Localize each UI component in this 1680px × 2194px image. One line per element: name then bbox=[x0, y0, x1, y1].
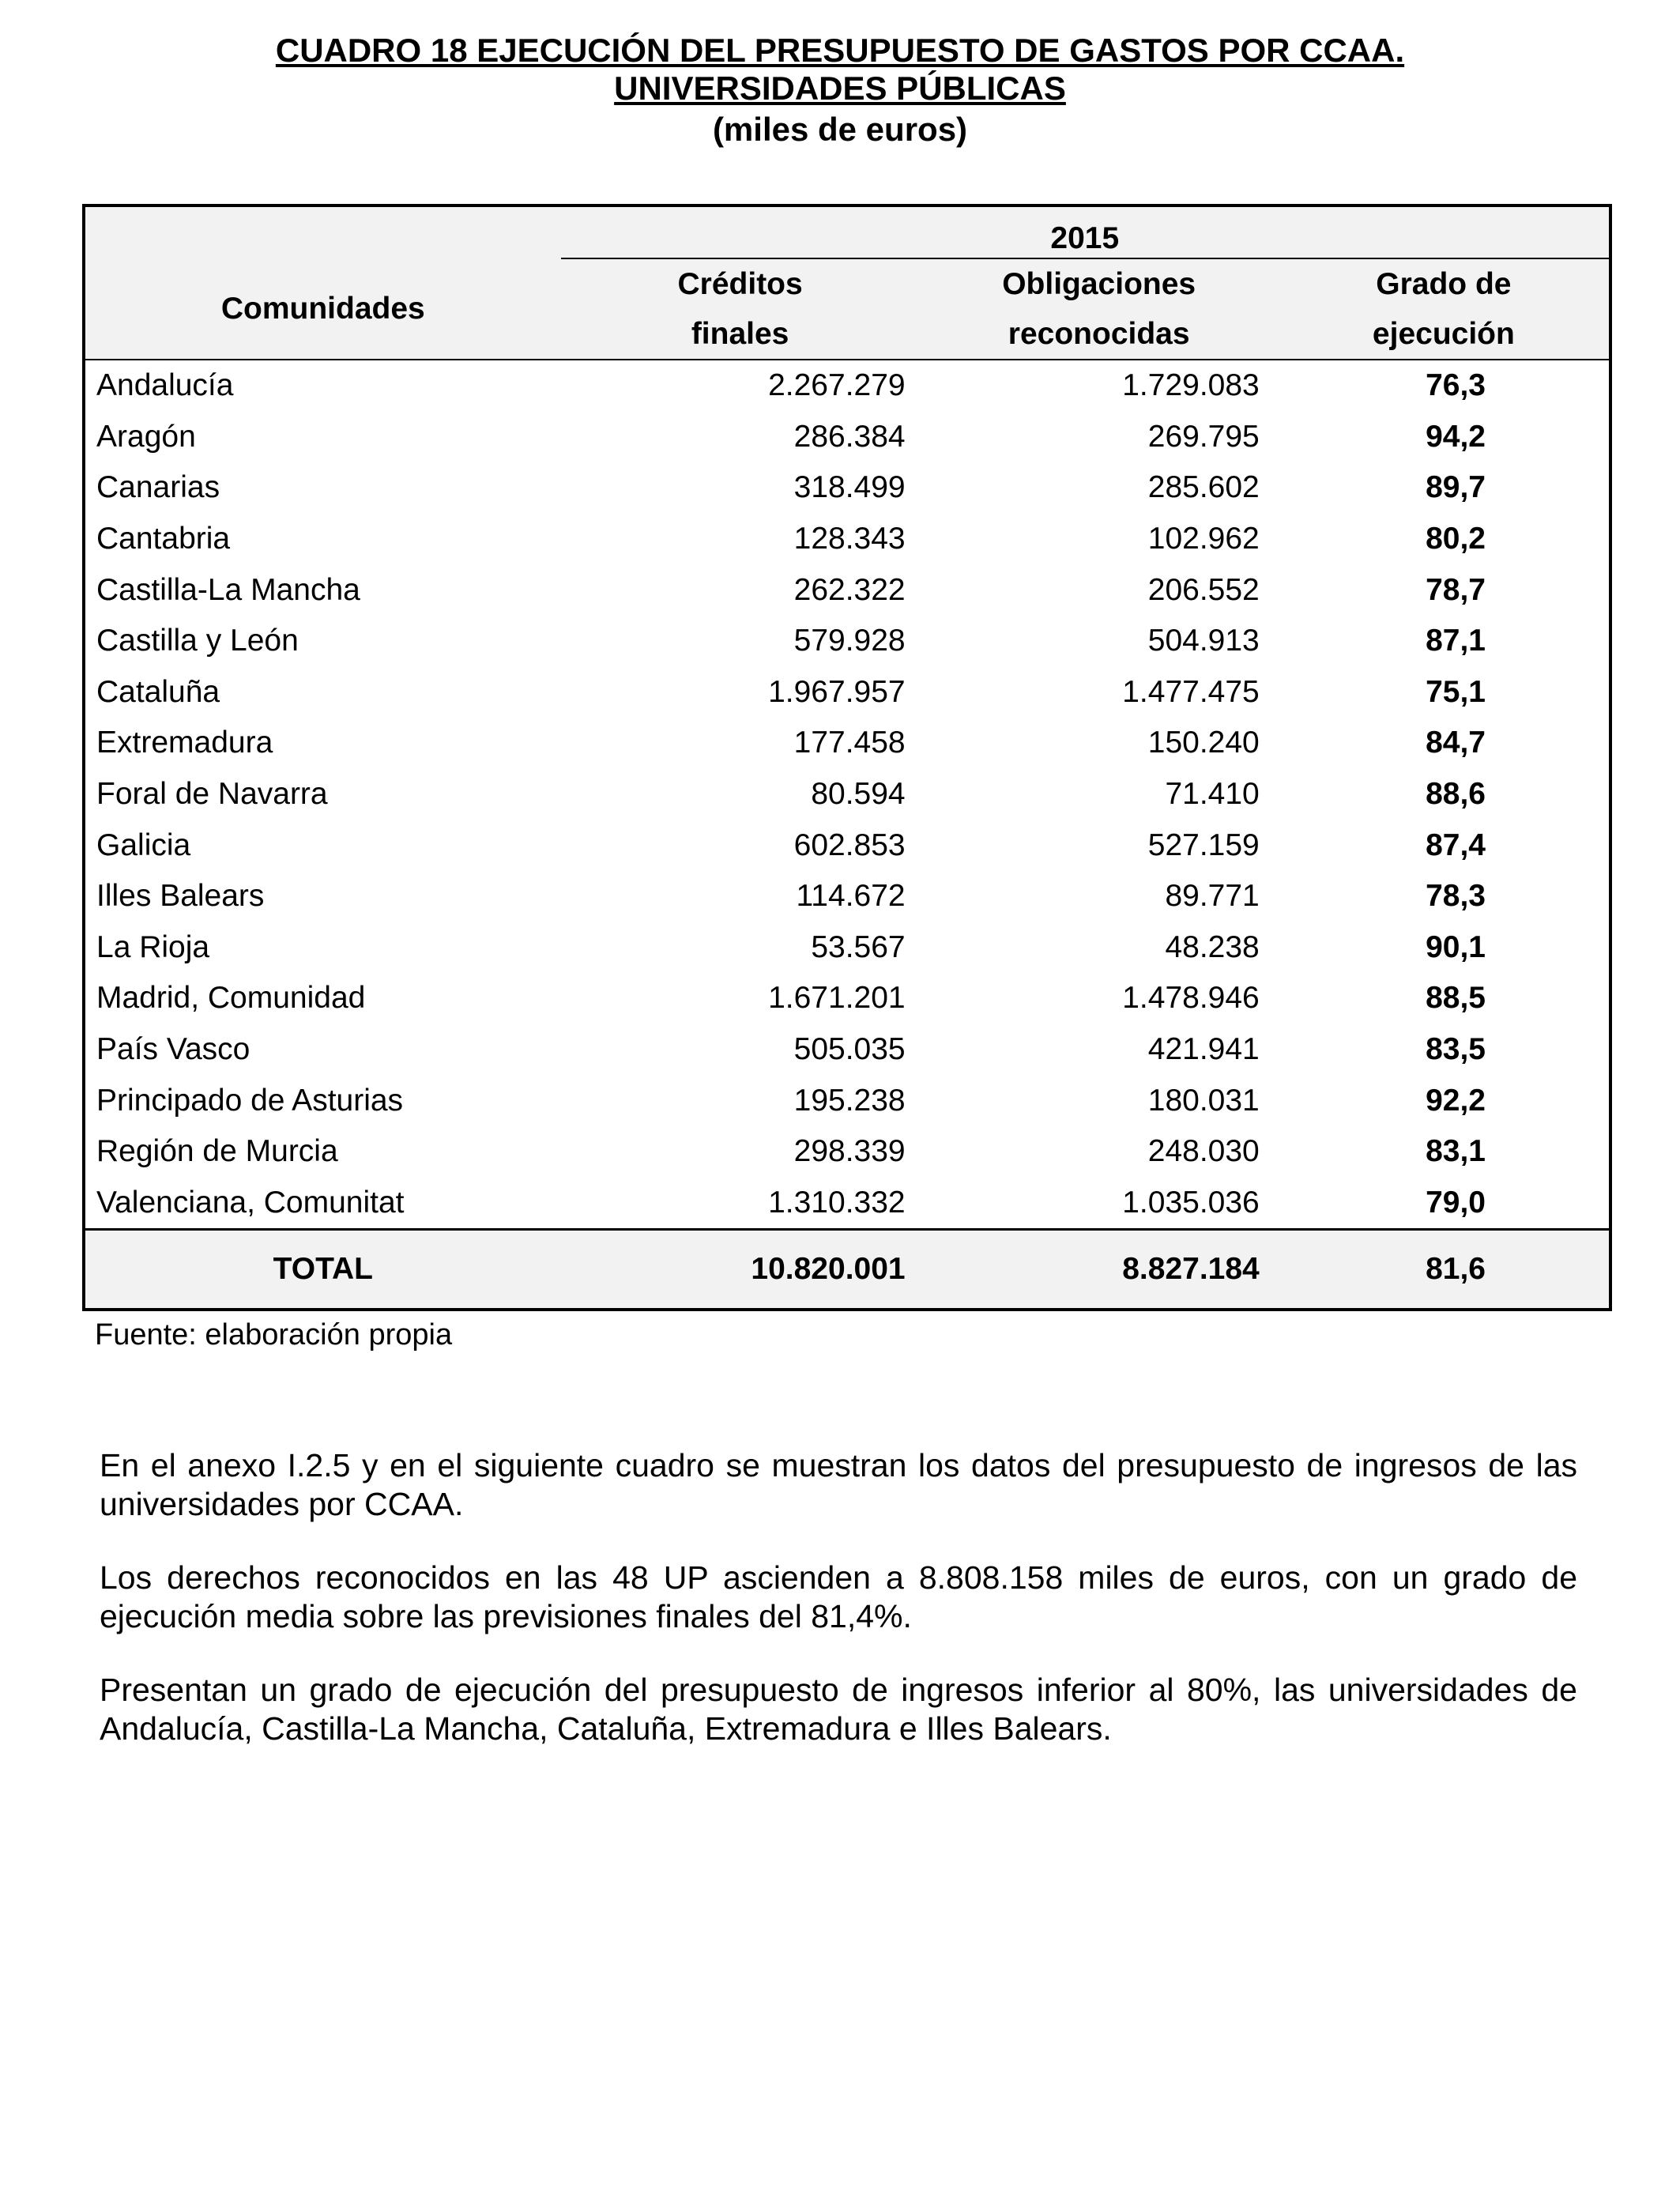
row-creditos: 262.322 bbox=[793, 572, 906, 607]
row-name: Principado de Asturias bbox=[96, 1083, 404, 1118]
header-comunidades: Comunidades bbox=[220, 291, 425, 326]
row-name: Extremadura bbox=[96, 726, 273, 760]
title-line-2: UNIVERSIDADES PÚBLICAS bbox=[614, 70, 1066, 107]
row-name: Madrid, Comunidad bbox=[96, 981, 366, 1016]
row-obligaciones: 1.035.036 bbox=[1122, 1185, 1260, 1220]
table-row bbox=[84, 769, 1610, 820]
row-obligaciones: 248.030 bbox=[1147, 1134, 1260, 1169]
row-creditos: 114.672 bbox=[796, 879, 906, 914]
row-grado: 78,7 bbox=[1426, 572, 1486, 607]
row-creditos: 298.339 bbox=[793, 1134, 906, 1169]
header-year: 2015 bbox=[561, 205, 1610, 258]
row-obligaciones: 89.771 bbox=[1165, 879, 1260, 914]
row-obligaciones: 102.962 bbox=[1147, 522, 1260, 556]
row-grado: 87,1 bbox=[1426, 624, 1486, 658]
total-obligaciones: 8.827.184 bbox=[1122, 1252, 1260, 1287]
table-row bbox=[84, 973, 1610, 1024]
paragraph-2: Los derechos reconocidos en las 48 UP ascienden a 8.808.158 miles de euros, con un grado de ejecución media sobre las previsiones finales del 81,4%. bbox=[100, 1559, 1577, 1634]
row-obligaciones: 48.238 bbox=[1165, 929, 1260, 964]
row-creditos: 1.310.332 bbox=[768, 1185, 906, 1220]
paragraph-1: En el anexo I.2.5 y en el siguiente cuadro se muestran los datos del presupuesto de ingresos de las universidades por CCAA. bbox=[100, 1447, 1577, 1522]
row-obligaciones: 150.240 bbox=[1147, 726, 1260, 760]
row-creditos: 1.967.957 bbox=[768, 674, 906, 709]
row-grado: 88,5 bbox=[1426, 981, 1486, 1016]
row-name: La Rioja bbox=[96, 929, 210, 964]
row-grado: 76,3 bbox=[1426, 368, 1486, 403]
row-name: País Vasco bbox=[96, 1032, 250, 1067]
row-obligaciones: 1.477.475 bbox=[1122, 674, 1260, 709]
table-row bbox=[84, 514, 1610, 565]
table-row bbox=[84, 412, 1610, 463]
table-row bbox=[84, 616, 1610, 667]
table-row bbox=[84, 667, 1610, 718]
row-grado: 75,1 bbox=[1426, 674, 1486, 709]
row-name: Andalucía bbox=[96, 368, 234, 403]
row-name: Cataluña bbox=[96, 674, 220, 709]
table-row bbox=[84, 1178, 1610, 1230]
row-grado: 80,2 bbox=[1426, 522, 1486, 556]
row-name: Canarias bbox=[96, 470, 220, 505]
total-label: TOTAL bbox=[273, 1252, 373, 1287]
row-grado: 92,2 bbox=[1426, 1083, 1486, 1118]
row-name: Región de Murcia bbox=[96, 1134, 338, 1169]
row-obligaciones: 527.159 bbox=[1147, 827, 1260, 862]
header-empty bbox=[84, 205, 561, 258]
row-grado: 84,7 bbox=[1426, 726, 1486, 760]
row-obligaciones: 421.941 bbox=[1147, 1032, 1260, 1067]
table-body bbox=[84, 360, 1610, 1230]
total-creditos: 10.820.001 bbox=[751, 1252, 906, 1287]
table-row bbox=[84, 360, 1610, 412]
row-name: Foral de Navarra bbox=[96, 777, 328, 812]
table-row bbox=[84, 1024, 1610, 1076]
row-grado: 83,5 bbox=[1426, 1032, 1486, 1067]
row-obligaciones: 180.031 bbox=[1147, 1083, 1260, 1118]
budget-table bbox=[82, 204, 1612, 1311]
row-name: Cantabria bbox=[96, 522, 231, 556]
row-grado: 94,2 bbox=[1426, 419, 1486, 454]
row-creditos: 318.499 bbox=[793, 470, 906, 505]
paragraph-3: Presentan un grado de ejecución del presupuesto de ingresos inferior al 80%, las universidades de Andalucía, Castilla-La Mancha, Cataluña, Extremadura e Illes Balears. bbox=[100, 1672, 1577, 1747]
table-row bbox=[84, 871, 1610, 922]
row-name: Aragón bbox=[96, 419, 196, 454]
table-title bbox=[0, 32, 1680, 149]
header-creditos-2: finales bbox=[691, 317, 789, 351]
table-row bbox=[84, 1075, 1610, 1126]
row-grado: 79,0 bbox=[1426, 1185, 1486, 1220]
row-obligaciones: 269.795 bbox=[1147, 419, 1260, 454]
row-name: Illes Balears bbox=[96, 879, 265, 914]
title-units: (miles de euros) bbox=[712, 111, 968, 148]
header-grado-2: ejecución bbox=[1372, 317, 1515, 351]
row-grado: 89,7 bbox=[1426, 470, 1486, 505]
row-name: Valenciana, Comunitat bbox=[96, 1185, 405, 1220]
row-grado: 90,1 bbox=[1426, 929, 1486, 964]
table-row bbox=[84, 922, 1610, 974]
table-row bbox=[84, 820, 1610, 871]
row-obligaciones: 1.729.083 bbox=[1122, 368, 1260, 403]
header-obligaciones-2: reconocidas bbox=[1008, 317, 1190, 351]
row-grado: 88,6 bbox=[1426, 777, 1486, 812]
row-obligaciones: 285.602 bbox=[1147, 470, 1260, 505]
row-obligaciones: 206.552 bbox=[1147, 572, 1260, 607]
row-creditos: 195.238 bbox=[793, 1083, 906, 1118]
row-creditos: 177.458 bbox=[793, 726, 906, 760]
row-creditos: 286.384 bbox=[793, 419, 906, 454]
row-name: Castilla-La Mancha bbox=[96, 572, 360, 607]
table-row bbox=[84, 462, 1610, 514]
row-obligaciones: 504.913 bbox=[1147, 624, 1260, 658]
row-grado: 78,3 bbox=[1426, 879, 1486, 914]
row-grado: 83,1 bbox=[1426, 1134, 1486, 1169]
source-note: Fuente: elaboración propia bbox=[95, 1318, 453, 1351]
row-creditos: 80.594 bbox=[811, 777, 906, 812]
table-row bbox=[84, 564, 1610, 616]
table-row bbox=[84, 1126, 1610, 1178]
row-name: Galicia bbox=[96, 827, 191, 862]
row-grado: 87,4 bbox=[1426, 827, 1486, 862]
header-grado-1: Grado de bbox=[1376, 267, 1512, 301]
row-creditos: 1.671.201 bbox=[768, 981, 906, 1016]
header-obligaciones-1: Obligaciones bbox=[1002, 267, 1196, 301]
row-creditos: 2.267.279 bbox=[768, 368, 906, 403]
total-row bbox=[84, 1230, 1610, 1310]
title-line-1: CUADRO 18 EJECUCIÓN DEL PRESUPUESTO DE GASTOS POR CCAA. bbox=[275, 32, 1405, 69]
row-creditos: 505.035 bbox=[793, 1032, 906, 1067]
row-creditos: 579.928 bbox=[793, 624, 906, 658]
row-creditos: 128.343 bbox=[793, 522, 906, 556]
row-obligaciones: 1.478.946 bbox=[1122, 981, 1260, 1016]
row-creditos: 53.567 bbox=[811, 929, 906, 964]
row-creditos: 602.853 bbox=[793, 827, 906, 862]
table-row bbox=[84, 718, 1610, 769]
header-creditos-1: Créditos bbox=[677, 267, 803, 301]
body-text bbox=[100, 1446, 1577, 1783]
row-obligaciones: 71.410 bbox=[1165, 777, 1260, 812]
total-grado: 81,6 bbox=[1426, 1252, 1486, 1287]
row-name: Castilla y León bbox=[96, 624, 299, 658]
